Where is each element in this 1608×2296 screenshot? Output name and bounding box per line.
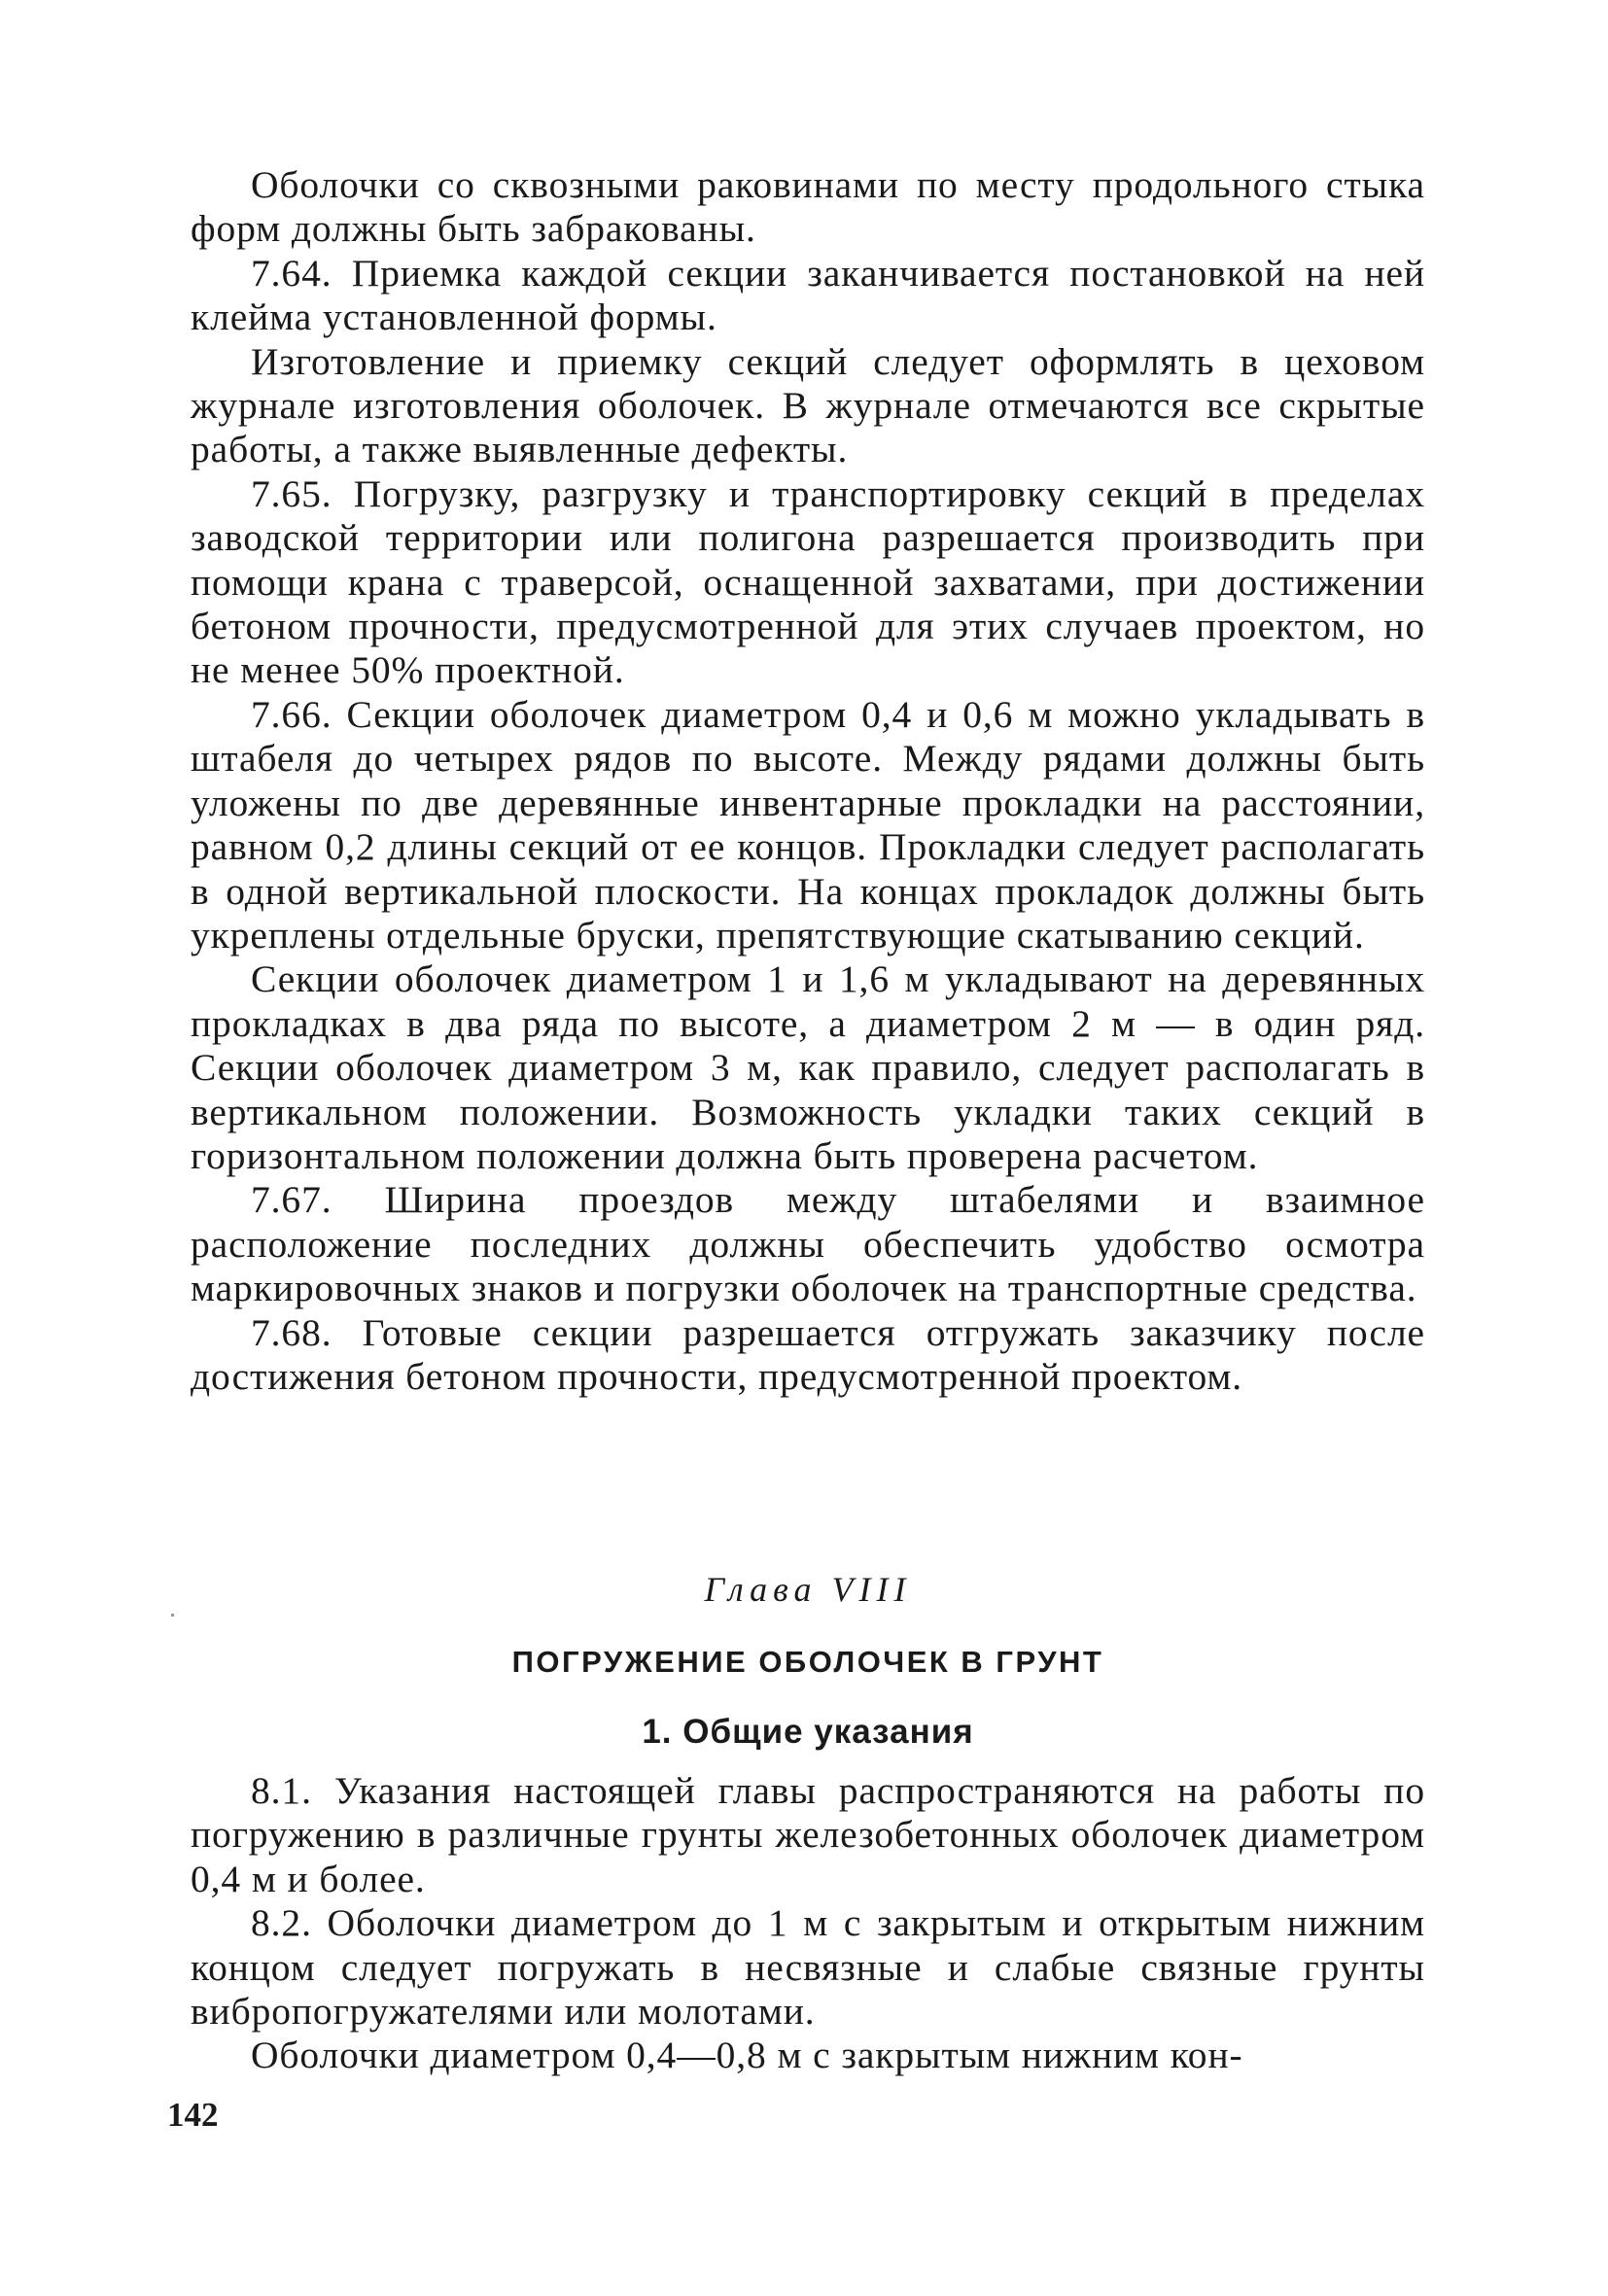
section-title: 1. Общие указания (642, 1713, 974, 1751)
paragraph: Секции оболочек диаметром 1 и 1,6 м укладывают на деревянных прокладках в два ряда по высоте, а диаметром 2 м — в один ряд. Секции оболочек диаметром 3 м, как правило, следует располагать в вертикальном положении. Возможность укладки таких секций в горизонтальном положении должна быть проверена расчетом. (191, 957, 1425, 1177)
paragraph: Изготовление и приемку секций следует оформлять в цеховом журнале изготовления оболочек. В журнале отмечаются все скрытые работы, а также выявленные дефекты. (191, 339, 1425, 471)
text-block-bottom (191, 1769, 1425, 2078)
chapter-title: ПОГРУЖЕНИЕ ОБОЛОЧЕК В ГРУНТ (511, 1645, 1104, 1679)
paragraph-7-68: 7.68. Готовые секции разрешается отгружать заказчику после достижения бетоном прочности, предусмотренной проектом. (191, 1310, 1425, 1398)
text-block-top (191, 163, 1425, 1399)
scan-speck (171, 1614, 174, 1617)
paragraph-7-65: 7.65. Погрузку, разгрузку и транспортировку секций в пределах заводской территории или полигона разрешается производить при помощи крана с траверсой, оснащенной захватами, при достижении бетоном прочности, предусмотренной для этих случаев проектом, но не менее 50% проектной. (191, 471, 1425, 692)
paragraph-8-1: 8.1. Указания настоящей главы распространяются на работы по погружению в различные грунты железобетонных оболочек диаметром 0,4 м и более. (191, 1769, 1425, 1900)
chapter-label: Глава VIII (704, 1570, 912, 1609)
paragraph: Оболочки диаметром 0,4—0,8 м с закрытым нижним кон- (251, 2034, 1243, 2077)
paragraph-8-2: 8.2. Оболочки диаметром до 1 м с закрытым и открытым нижним концом следует погружать в несвязные и слабые связные грунты вибропогружателями или молотами. (191, 1901, 1425, 2034)
page-number: 142 (167, 2096, 219, 2134)
paragraph: Оболочки со сквозными раковинами по месту продольного стыка форм должны быть забракованы. (191, 163, 1425, 251)
paragraph-7-64: 7.64. Приемка каждой секции заканчивается постановкой на ней клейма установленной формы. (191, 251, 1425, 339)
paragraph-7-67: 7.67. Ширина проездов между штабелями и взаимное расположение последних должны обеспечить удобство осмотра маркировочных знаков и погрузки оболочек на транспортные средства. (191, 1178, 1425, 1310)
paragraph-7-66: 7.66. Секции оболочек диаметром 0,4 и 0,6 м можно укладывать в штабеля до четырех рядов по высоте. Между рядами должны быть уложены по две деревянные инвентарные прокладки на расстоянии, равном 0,2 длины секций от ее концов. Прокладки следует располагать в одной вертикальной плоскости. На концах прокладок должны быть укреплены отдельные бруски, препятствующие скатыванию секций. (191, 692, 1425, 957)
